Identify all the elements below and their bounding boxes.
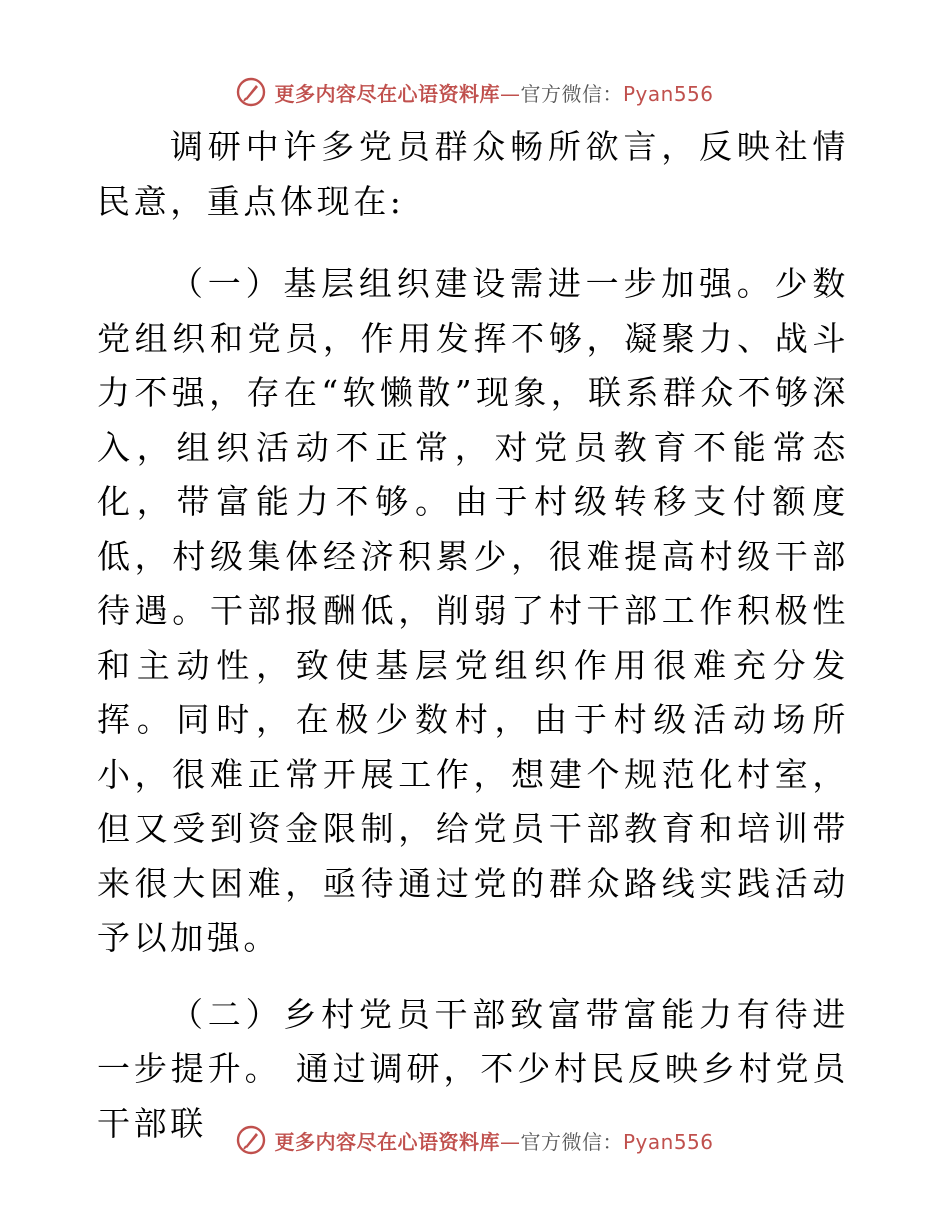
watermark-text [274, 1126, 713, 1155]
header-watermark [0, 72, 950, 112]
watermark-wechat-label: 官方微信： [520, 81, 623, 106]
paragraph-intro: 调研中许多党员群众畅所欲言，反映社情民意，重点体现在: [97, 127, 849, 221]
footer-watermark [0, 1120, 950, 1160]
paragraph-section-1: （一）基层组织建设需进一步加强。少数党组织和党员，作用发挥不够，凝聚力、战斗力不强，存在“软懒散”现象，联系群众不够深入，组织活动不正常，对党员教育不能常态化，带富能力不够。由于村级转移支付额度低，村级集体经济积累少，很难提高村级干部待遇。干部报酬低，削弱了村干部工作积极性和主动性，致使基层党组织作用很难充分发挥。同时，在极少数村，由于村级活动场所小，很难正常开展工作，想建个规范化村室，但又受到资金限制，给党员干部教育和培训带来很大困难，亟待通过党的群众路线实践活动予以加强。 [97, 264, 849, 957]
document-body [97, 120, 849, 1151]
watermark-dash: — [499, 81, 521, 106]
watermark-wechat-id: Pyan556 [622, 1129, 714, 1154]
quill-pen-logo-icon [236, 77, 266, 107]
watermark-site-name: 更多内容尽在心语资料库 [274, 1129, 500, 1154]
paragraph-section-2: （二）乡村党员干部致富带富能力有待进一步提升。 通过调研，不少村民反映乡村党员干部联 [97, 994, 849, 1143]
quill-pen-logo-icon [236, 1125, 266, 1155]
watermark-dash: — [499, 1129, 521, 1154]
watermark-wechat-id: Pyan556 [622, 81, 714, 106]
watermark-wechat-label: 官方微信： [520, 1129, 623, 1154]
watermark-text [274, 78, 713, 107]
watermark-site-name: 更多内容尽在心语资料库 [274, 81, 500, 106]
